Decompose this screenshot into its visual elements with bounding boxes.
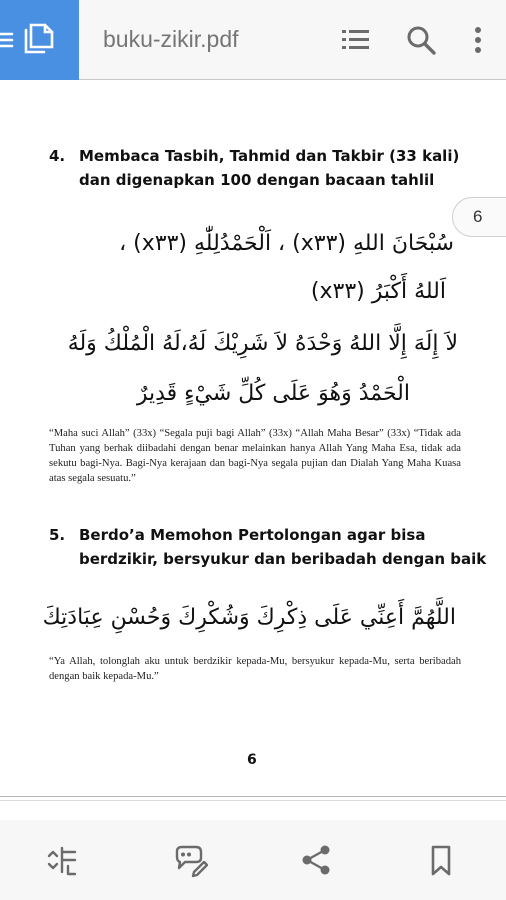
document-title: buku-zikir.pdf bbox=[103, 26, 239, 52]
page-indicator[interactable]: 6 bbox=[452, 197, 506, 237]
document-icon bbox=[0, 22, 79, 58]
annotate-icon[interactable] bbox=[172, 842, 208, 878]
drawer-menu-button[interactable] bbox=[0, 0, 79, 80]
more-vert-icon[interactable] bbox=[460, 22, 496, 58]
translation-text: “Maha suci Allah” (33x) “Segala puji bagi Allah” (33x) “Allah Maha Besar” (33x) “Tidak ada Tuhan yang berhak diibadahi dengan benar melainkan hanya Allah Yang Maha Esa, tidak ada sekutu bagi-Nya. Bagi-Nya kerajaan dan bagi-Nya segala pujian dan Dialah Yang Maha Kuasa atas segala sesuatu.” bbox=[49, 428, 461, 484]
list-icon[interactable] bbox=[338, 22, 374, 58]
share-icon[interactable] bbox=[298, 842, 334, 878]
search-icon[interactable] bbox=[403, 22, 439, 58]
arabic-text: اللَّهُمَّ أَعِنِّي عَلَى ذِكْرِكَ وَشُكْرِكَ وَحُسْنِ عِبَادَتِكَ bbox=[42, 605, 456, 630]
top-toolbar bbox=[0, 0, 506, 80]
fit-width-icon[interactable] bbox=[45, 842, 81, 878]
translation-text: “Ya Allah, tolonglah aku untuk berdzikir kepada-Mu, bersyukur kepada-Mu, serta beribadah dengan baik kepada-Mu.” bbox=[49, 656, 461, 682]
arabic-text: سُبْحَانَ اللهِ (x٣٣) ، اَلْحَمْدُلِلّٰهِ (x٣٣) ، bbox=[119, 231, 454, 256]
arabic-text: لاَ إِلَهَ إِلَّا اللهُ وَحْدَهُ لاَ شَرِيْكَ لَهُ،لَهُ الْمُلْكُ وَلَهُ bbox=[67, 331, 458, 356]
divider bbox=[0, 800, 506, 801]
bookmark-icon[interactable] bbox=[423, 842, 459, 878]
pdf-page[interactable]: 4. Membaca Tasbih, Tahmid dan Takbir (33 kali) dan digenapkan 100 dengan bacaan tahlil سُبْحَانَ اللهِ (x٣٣) ، اَلْحَمْدُلِلّٰهِ (x٣٣) ، اَللهُ أَكْبَرُ (x٣٣) لاَ إِلَهَ إِلَّا اللهُ وَحْدَهُ لاَ شَرِيْكَ لَهُ،لَهُ الْمُلْكُ وَلَهُ الْحَمْدُ وَهُوَ عَلَى كُلِّ شَيْءٍ قَدِيرٌ “Maha suci Allah” (33x) “Segala puji bagi Allah” (33x) “Allah Maha Besar” (33x) “Tidak ada Tuhan yang berhak diibadahi dengan benar melainkan hanya Allah Yang Maha Esa, tidak ada sekutu bagi-Nya. Bagi-Nya kerajaan dan bagi-Nya segala pujian dan Dialah Yang Maha Kuasa atas segala sesuatu.” 5. Berdo’a Memohon Pertolongan agar bisa berdzikir, bersyukur dan beribadah dengan baik اللَّهُمَّ أَعِنِّي عَلَى ذِكْرِكَ وَشُكْرِكَ وَحُسْنِ عِبَادَتِكَ “Ya Allah, tolonglah aku untuk berdzikir kepada-Mu, bersyukur kepada-Mu, serta beribadah dengan baik kepada-Mu.” 6 bbox=[0, 81, 506, 797]
bottom-toolbar bbox=[0, 820, 506, 900]
page-number: 6 bbox=[247, 752, 257, 768]
arabic-text: الْحَمْدُ وَهُوَ عَلَى كُلِّ شَيْءٍ قَدِيرٌ bbox=[136, 381, 410, 406]
arabic-text: اَللهُ أَكْبَرُ (x٣٣) bbox=[310, 279, 446, 304]
